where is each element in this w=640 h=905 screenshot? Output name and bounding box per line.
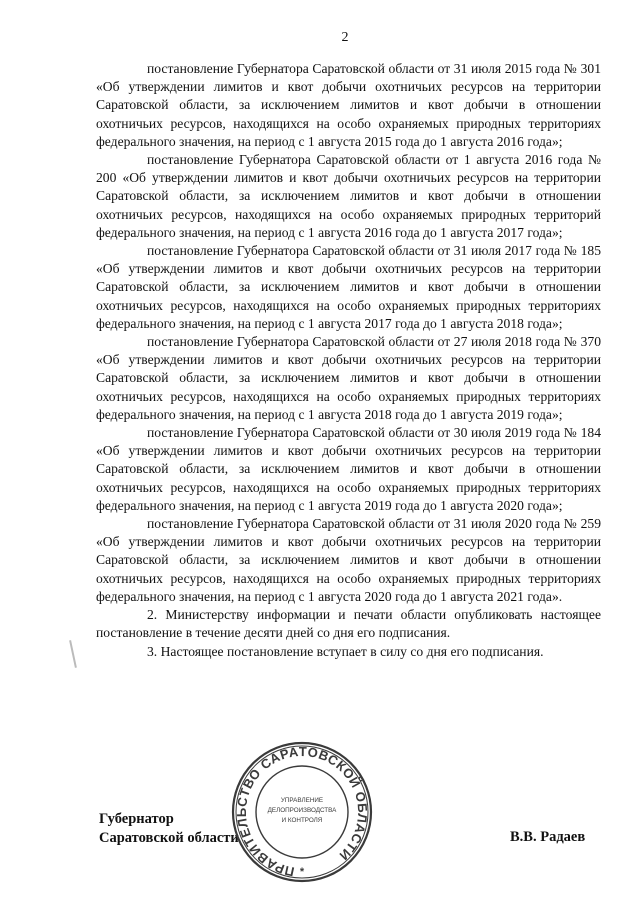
signer-name: В.В. Радаев bbox=[510, 829, 586, 845]
seal-star: * bbox=[299, 866, 305, 878]
document-body bbox=[96, 60, 601, 661]
paragraph-resolution-2020: постановление Губернатора Саратовской области от 31 июля 2020 года № 259 «Об утверждении лимитов и квот добычи охотничьих ресурсов на территории Саратовской области, за исключением лимитов и квот добычи в отношении охотничьих ресурсов, находящихся на особо охраняемых природных территориях федерального значения, на период с 1 августа 2020 года до 1 августа 2021 года». bbox=[96, 516, 601, 604]
paragraph-resolution-2017: постановление Губернатора Саратовской области от 31 июля 2017 года № 185 «Об утверждении лимитов и квот добычи охотничьих ресурсов на территории Саратовской области, за исключением лимитов и квот добычи в отношении охотничьих ресурсов, находящихся на особо охраняемых природных территориях федерального значения, на период с 1 августа 2017 года до 1 августа 2018 года»; bbox=[96, 243, 601, 331]
paragraph-resolution-2015: постановление Губернатора Саратовской области от 31 июля 2015 года № 301 «Об утверждении лимитов и квот добычи охотничьих ресурсов на территории Саратовской области, за исключением лимитов и квот добычи в отношении охотничьих ресурсов, находящихся на особо охраняемых природных территориях федерального значения, на период с 1 августа 2015 года до 1 августа 2016 года»; bbox=[96, 61, 601, 149]
page-number: 2 bbox=[341, 30, 349, 45]
paragraph-effective-date-clause: 3. Настоящее постановление вступает в силу со дня его подписания. bbox=[147, 643, 544, 659]
signature-title-line1: Губернатор bbox=[99, 811, 174, 827]
official-seal-stamp bbox=[230, 740, 374, 884]
paragraph-resolution-2019: постановление Губернатора Саратовской области от 30 июля 2019 года № 184 «Об утверждении лимитов и квот добычи охотничьих ресурсов на территории Саратовской области, за исключением лимитов и квот добычи в отношении охотничьих ресурсов, находящихся на особо охраняемых природных территориях федерального значения, на период с 1 августа 2019 года до 1 августа 2020 года»; bbox=[96, 425, 601, 513]
seal-inner-line1: УПРАВЛЕНИЕ bbox=[280, 797, 324, 804]
signature-title-line2: Саратовской области bbox=[99, 830, 239, 846]
seal-inner-line2: ДЕЛОПРОИЗВОДСТВА bbox=[267, 807, 337, 814]
seal-outer-text: ПРАВИТЕЛЬСТВО САРАТОВСКОЙ ОБЛАСТИ bbox=[233, 743, 371, 880]
signature-title bbox=[99, 810, 239, 848]
paragraph-publication-clause: 2. Министерству информации и печати области опубликовать настоящее постановление в течение десяти дней со дня его подписания. bbox=[96, 607, 601, 641]
paragraph-resolution-2018: постановление Губернатора Саратовской области от 27 июля 2018 года № 370 «Об утверждении лимитов и квот добычи охотничьих ресурсов на территории Саратовской области, за исключением лимитов и квот добычи в отношении охотничьих ресурсов, находящихся на особо охраняемых природных территориях федерального значения, на период с 1 августа 2018 года до 1 августа 2019 года»; bbox=[96, 334, 601, 422]
margin-mark bbox=[69, 640, 77, 668]
seal-inner-line3: И КОНТРОЛЯ bbox=[281, 817, 323, 824]
paragraph-resolution-2016: постановление Губернатора Саратовской области от 1 августа 2016 года № 200 «Об утверждении лимитов и квот добычи охотничьих ресурсов на территории Саратовской области, за исключением лимитов и квот добычи в отношении охотничьих ресурсов, находящихся на особо охраняемых природных территорий федерального значения, на период с 1 августа 2016 года до 1 августа 2017 года»; bbox=[96, 152, 601, 240]
